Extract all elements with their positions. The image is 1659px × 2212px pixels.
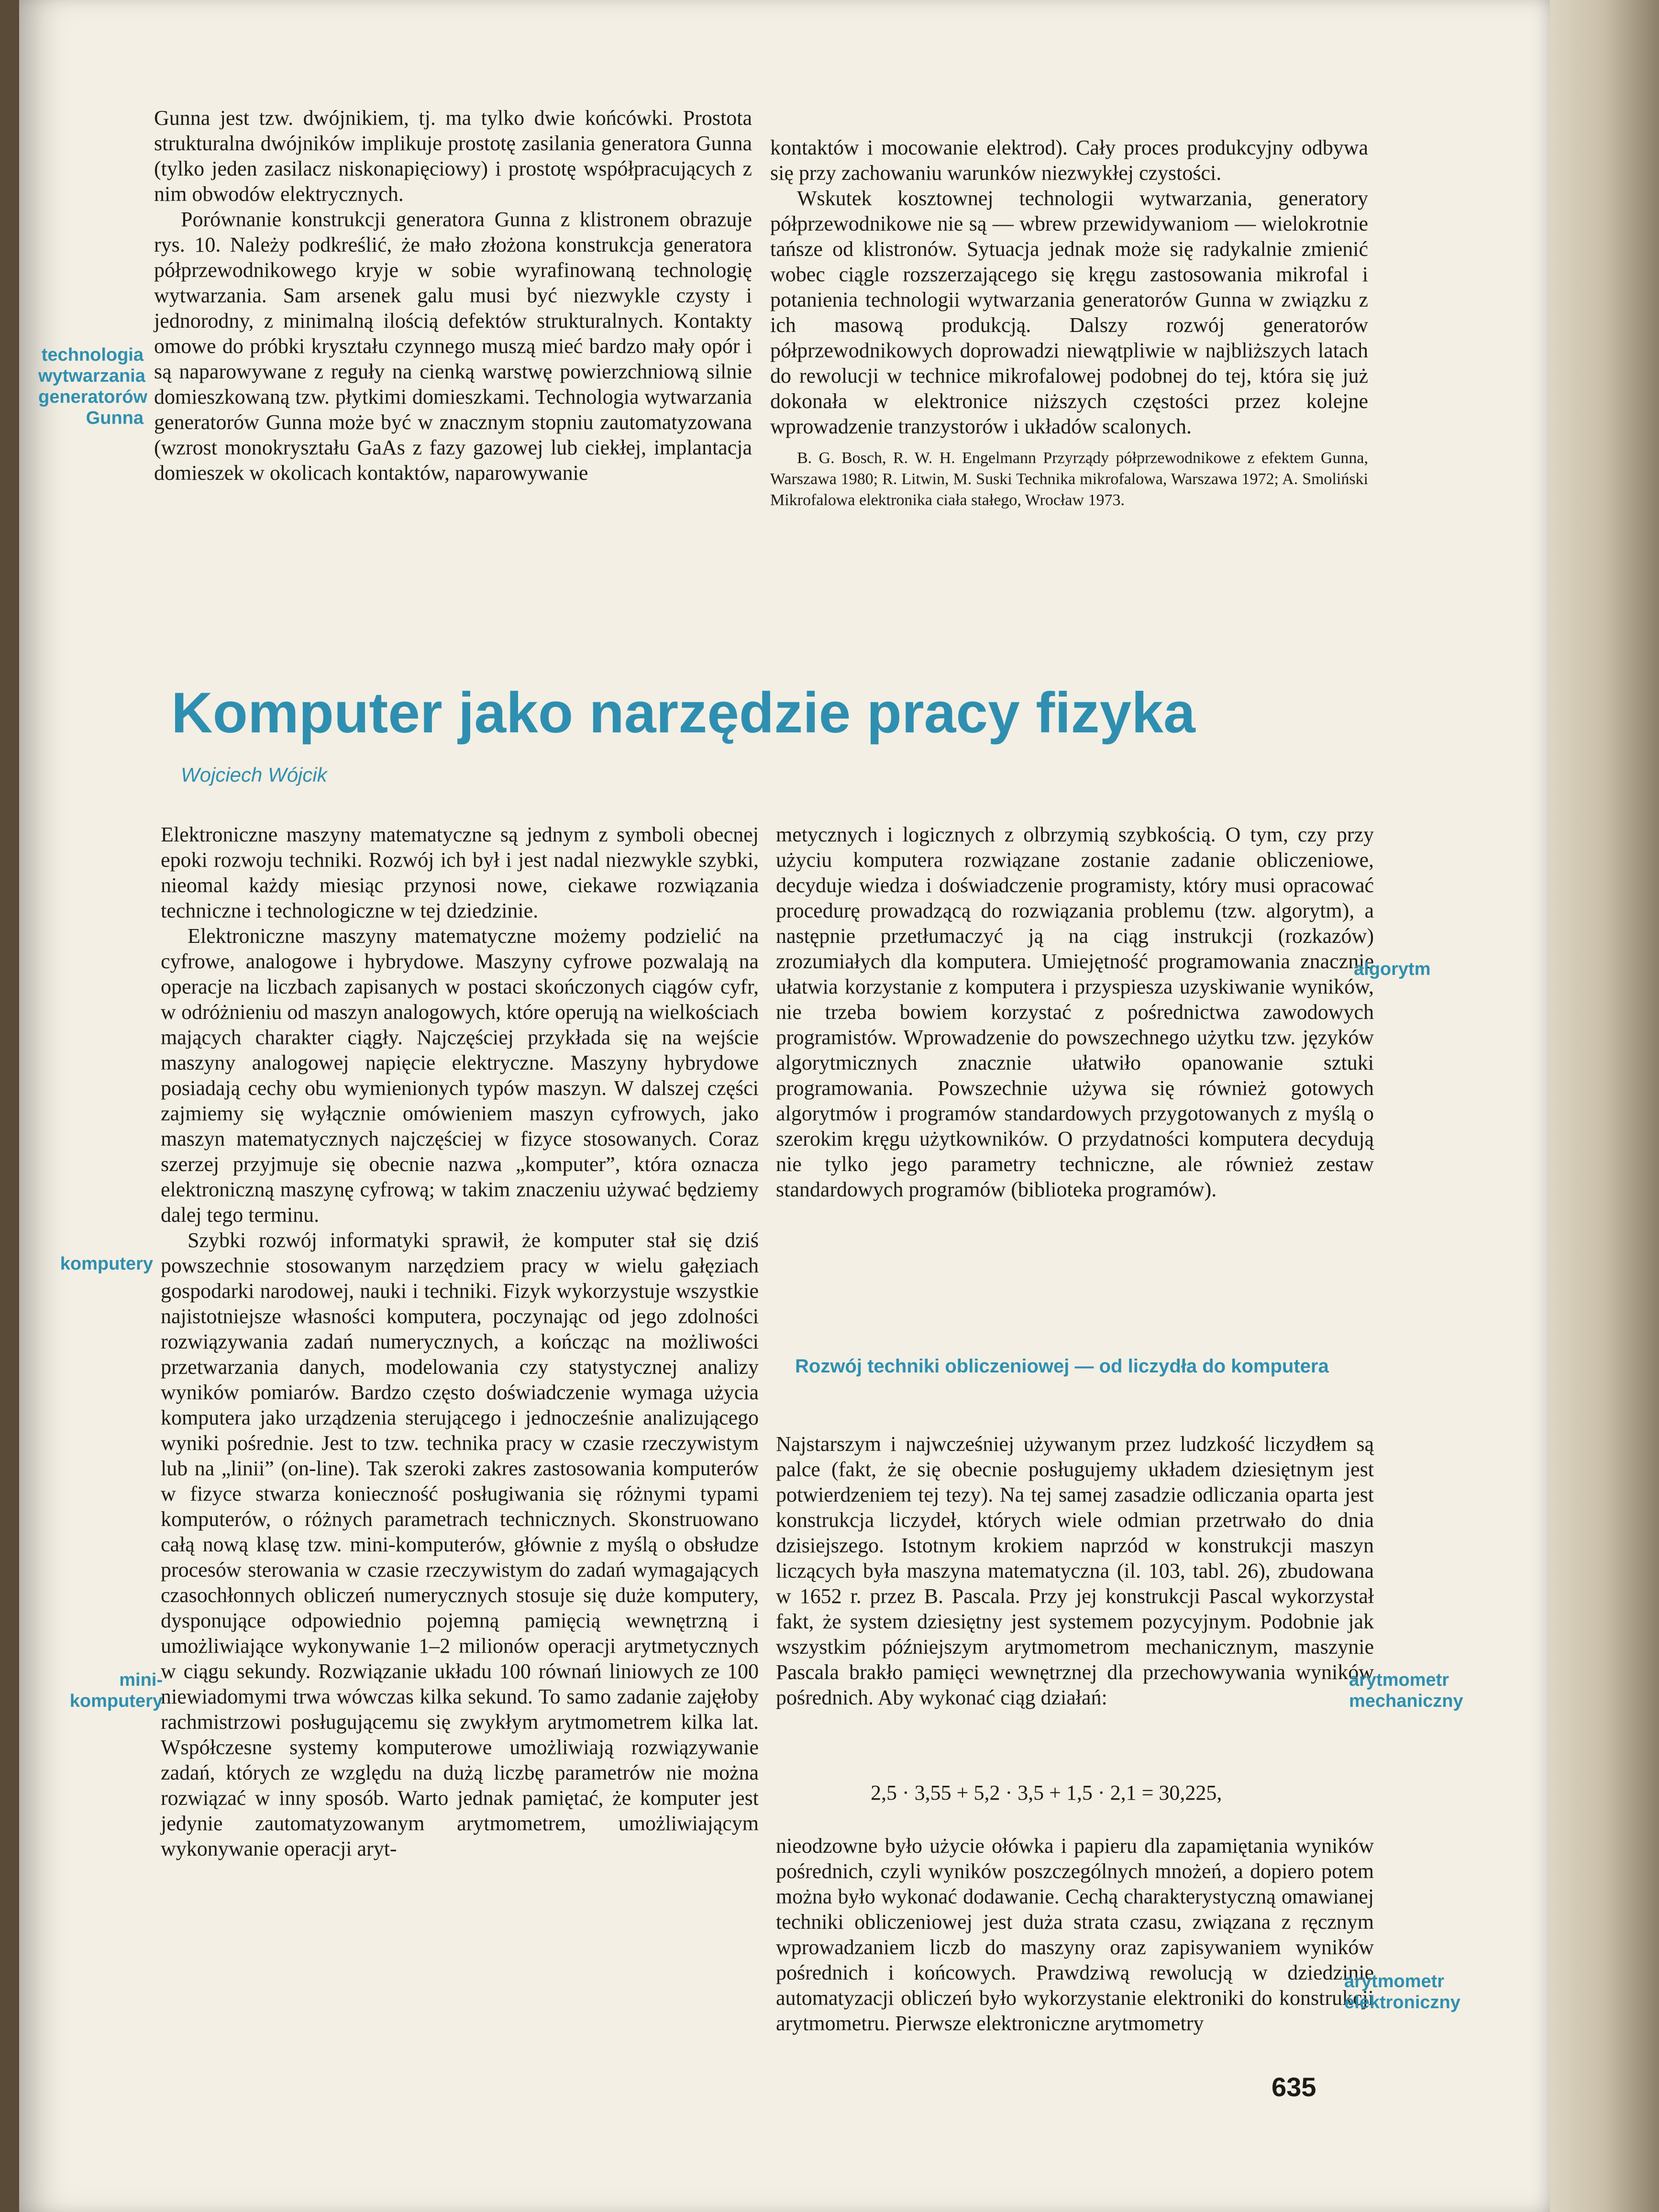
margin-note-arytmometr-mechaniczny: arytmometr mechaniczny [1349, 1670, 1463, 1711]
references: B. G. Bosch, R. W. H. Engelmann Przyrządy półprzewodnikowe z efektem Gunna, Warszawa 1980; R. Litwin, M. Suski Technika mikrofalowa, Warszawa 1972; A. Smoliński Mikrofalowa elektronika ciała stałego, Wrocław 1973. [770, 449, 1368, 509]
margin-note-arytmometr-elektroniczny: arytmometr elektroniczny [1344, 1971, 1460, 2013]
paragraph: Elektroniczne maszyny matematyczne są jednym z symboli obecnej epoki rozwoju techniki. Rozwój ich był i jest nadal niezwykle szybki, nieomal każdy miesiąc przynosi nowe, ciekawe rozwiązania techniczne i technologiczne w tej dziedzinie. [161, 823, 759, 922]
right-column [776, 822, 1374, 1202]
paragraph: Szybki rozwój informatyki sprawił, że komputer stał się dziś powszechnie stosowanym narzędziem pracy w wielu gałęziach gospodarki narodowej, nauki i techniki. Fizyk wykorzystuje wszystkie najistotniejsze własności komputera, poczynając od jego zdolności rozwiązywania zadań numerycznych, a kończąc na możliwości przetwarzania danych, modelowania czy statystycznej analizy wyników pomiarów. Bardzo często doświadczenie wymaga użycia komputera jako urządzenia sterującego i jednocześnie analizującego wyniki pośrednie. Jest to tzw. technika pracy w czasie rzeczywistym lub na „linii” (on-line). Tak szeroki zakres zastosowania komputerów w fizyce stwarza konieczność posługiwania się różnymi typami komputerów, o różnych parametrach technicznych. Skonstruowano całą nową klasę tzw. mini-komputerów, głównie z myślą o obsłudze procesów sterowania w czasie rzeczywistym do zadań wymagających czasochłonnych obliczeń numerycznych stosuje się duże komputery, dysponujące odpowiednio pojemną pamięcią wewnętrzną i umożliwiające wykonywanie 1–2 milionów operacji arytmetycznych w ciągu sekundy. Rozwiązanie układu 100 równań liniowych ze 100 niewiadomymi trwa wówczas kilka sekund. To samo zadanie zajęłoby rachmistrzowi posługującemu się zwykłym arytmometrem kilka lat. Współczesne systemy komputerowe umożliwiają rozwiązywanie zadań, których ze względu na dużą liczbę parametrów nie można rozwiązać w inny sposób. Warto jednak pamiętać, że komputer jest jedynie zautomatyzowanym arytmometrem, umożliwiającym wykonywanie operacji aryt- [161, 1228, 759, 1860]
paragraph: Najstarszym i najwcześniej używanym przez ludzkość liczydłem są palce (fakt, że się obecnie posługujemy układem dziesiętnym jest potwierdzeniem tej tezy). Na tej samej zasadzie odliczania oparta jest konstrukcja liczydeł, których wiele odmian przetrwało do dnia dzisiejszego. Istotnym krokiem naprzód w konstrukcji maszyn liczących była maszyna matematyczna (il. 103, tabl. 26), zbudowana w 1652 r. przez B. Pascala. Przy jej konstrukcji Pascal wykorzystał fakt, że system dziesiętny jest systemem pozycyjnym. Podobnie jak wszystkim późniejszym arytmometrom mechanicznym, maszynie Pascala brakło pamięci wewnętrznej dla przechowywania wyników pośrednich. Aby wykonać ciąg działań: [776, 1432, 1374, 1709]
section-heading: Rozwój techniki obliczeniowej — od liczydła do komputera [795, 1356, 1329, 1377]
margin-note-technologia: technologia wytwarzania generatorów Gunna [38, 345, 148, 428]
margin-note-minikomputery: mini-komputery [69, 1670, 163, 1711]
paragraph: nieodzowne było użycie ołówka i papieru dla zapamiętania wyników pośrednich, czyli wyników poszczególnych mnożeń, a dopiero potem można było wykonać dodawanie. Cechą charakterystyczną omawianej techniki obliczeniowej jest duża strata czasu, związana z ręcznym wprowadzaniem liczb do maszyny oraz zapisywaniem wyników pośrednich i końcowych. Prawdziwą rewolucją w dziedzinie automatyzacji obliczeń było wykorzystanie elektroniki do konstrukcji arytmometru. Pierwsze elektroniczne arytmometry [776, 1834, 1374, 2035]
formula: 2,5 · 3,55 + 5,2 · 3,5 + 1,5 · 2,1 = 30,225, [871, 1781, 1222, 1804]
paragraph: Porównanie konstrukcji generatora Gunna z klistronem obrazuje rys. 10. Należy podkreślić, że mało złożona konstrukcja generatora półprzewodnikowego kryje w sobie wyrafinowaną technologię wytwarzania. Sam arsenek galu musi być niezwykle czysty i jednorodny, z minimalną ilością defektów strukturalnych. Kontakty omowe do próbki kryształu czynnego muszą mieć bardzo mały opór i są naparowywane z reguły na cienką warstwę powierzchniową silnie domieszkowaną tzw. płytkimi domieszkami. Technologia wytwarzania generatorów Gunna może być w znacznym stopniu zautomatyzowana (wzrost monokryształu GaAs z fazy gazowej lub ciekłej, implantacja domieszek w okolicach kontaktów, naparowywanie [154, 208, 752, 485]
article-author: Wojciech Wójcik [181, 763, 327, 786]
paragraph: metycznych i logicznych z olbrzymią szybkością. O tym, czy przy użyciu komputera rozwiązane zostanie zadanie obliczeniowe, decyduje wiedza i doświadczenie programisty, który musi opracować procedurę prowadzącą do rozwiązania problemu (tzw. algorytm), a następnie przetłumaczyć ją na ciąg instrukcji (rozkazów) zrozumiałych dla komputera. Umiejętność programowania znacznie ułatwia korzystanie z komputera i przyspiesza uzyskiwanie wyników, nie trzeba bowiem korzystać z pośrednictwa zawodowych programistów. Wprowadzenie do powszechnego użytku tzw. języków algorytmicznych znacznie ułatwiło opanowanie sztuki programowania. Powszechnie używa się również gotowych algorytmów i programów standardowych przygotowanych z myślą o szerokim kręgu użytkowników. O przydatności komputera decydują nie tylko jego parametry techniczne, ale również zestaw standardowych programów (biblioteka programów). [776, 823, 1374, 1201]
top-right-column [770, 135, 1368, 511]
paragraph: Gunna jest tzw. dwójnikiem, tj. ma tylko dwie końcówki. Prostota strukturalna dwójników implikuje prostotę zasilania generatora Gunna (tylko jeden zasilacz niskonapięciowy) i prostotę współpracujących z nim obwodów elektrycznych. [154, 106, 752, 206]
page [19, 0, 1550, 2212]
margin-note-algorytm: algorytm [1354, 959, 1431, 979]
page-number: 635 [1272, 2072, 1316, 2102]
top-left-column [154, 105, 752, 486]
paragraph: Wskutek kosztownej technologii wytwarzania, generatory półprzewodnikowe nie są — wbrew przewidywaniom — wielokrotnie tańsze od klistronów. Sytuacja jednak może się radykalnie zmienić wobec ciągle rozszerzającego się kręgu zastosowania mikrofal i potanienia technologii wytwarzania generatorów Gunna w związku z ich masową produkcją. Dalszy rozwój generatorów półprzewodnikowych doprowadzi niewątpliwie w najbliższych latach do rewolucji w technice mikrofalowej podobnej do tej, która się już dokonała w elektronice niższych częstości przez kolejne wprowadzenie tranzystorów i układów scalonych. [770, 187, 1368, 438]
section-paragraph-2 [776, 1833, 1374, 2036]
left-column [161, 822, 759, 1861]
article-title: Komputer jako narzędzie pracy fizyka [171, 681, 1195, 745]
margin-note-komputery: komputery [60, 1254, 153, 1274]
paragraph: kontaktów i mocowanie elektrod). Cały proces produkcyjny odbywa się przy zachowaniu warunków niezwykłej czystości. [770, 136, 1368, 185]
paragraph: Elektroniczne maszyny matematyczne możemy podzielić na cyfrowe, analogowe i hybrydowe. Maszyny cyfrowe pozwalają na operacje na liczbach zapisanych w postaci skończonych ciągów cyfr, w odróżnieniu od maszyn analogowych, które operują na wielkościach mających charakter ciągły. Najczęściej przykłada się na wejście maszyny analogowej napięcie elektryczne. Maszyny hybrydowe posiadają cechy obu wymienionych typów maszyn. W dalszej części zajmiemy się wyłącznie omówieniem maszyn cyfrowych, jako maszyn matematycznych najczęściej w fizyce stosowanych. Coraz szerzej przyjmuje się obecnie nazwa „komputer”, która oznacza elektroniczną maszynę cyfrową; w takim znaczeniu używać będziemy dalej tego terminu. [161, 924, 759, 1227]
section-paragraph-1 [776, 1431, 1374, 1710]
